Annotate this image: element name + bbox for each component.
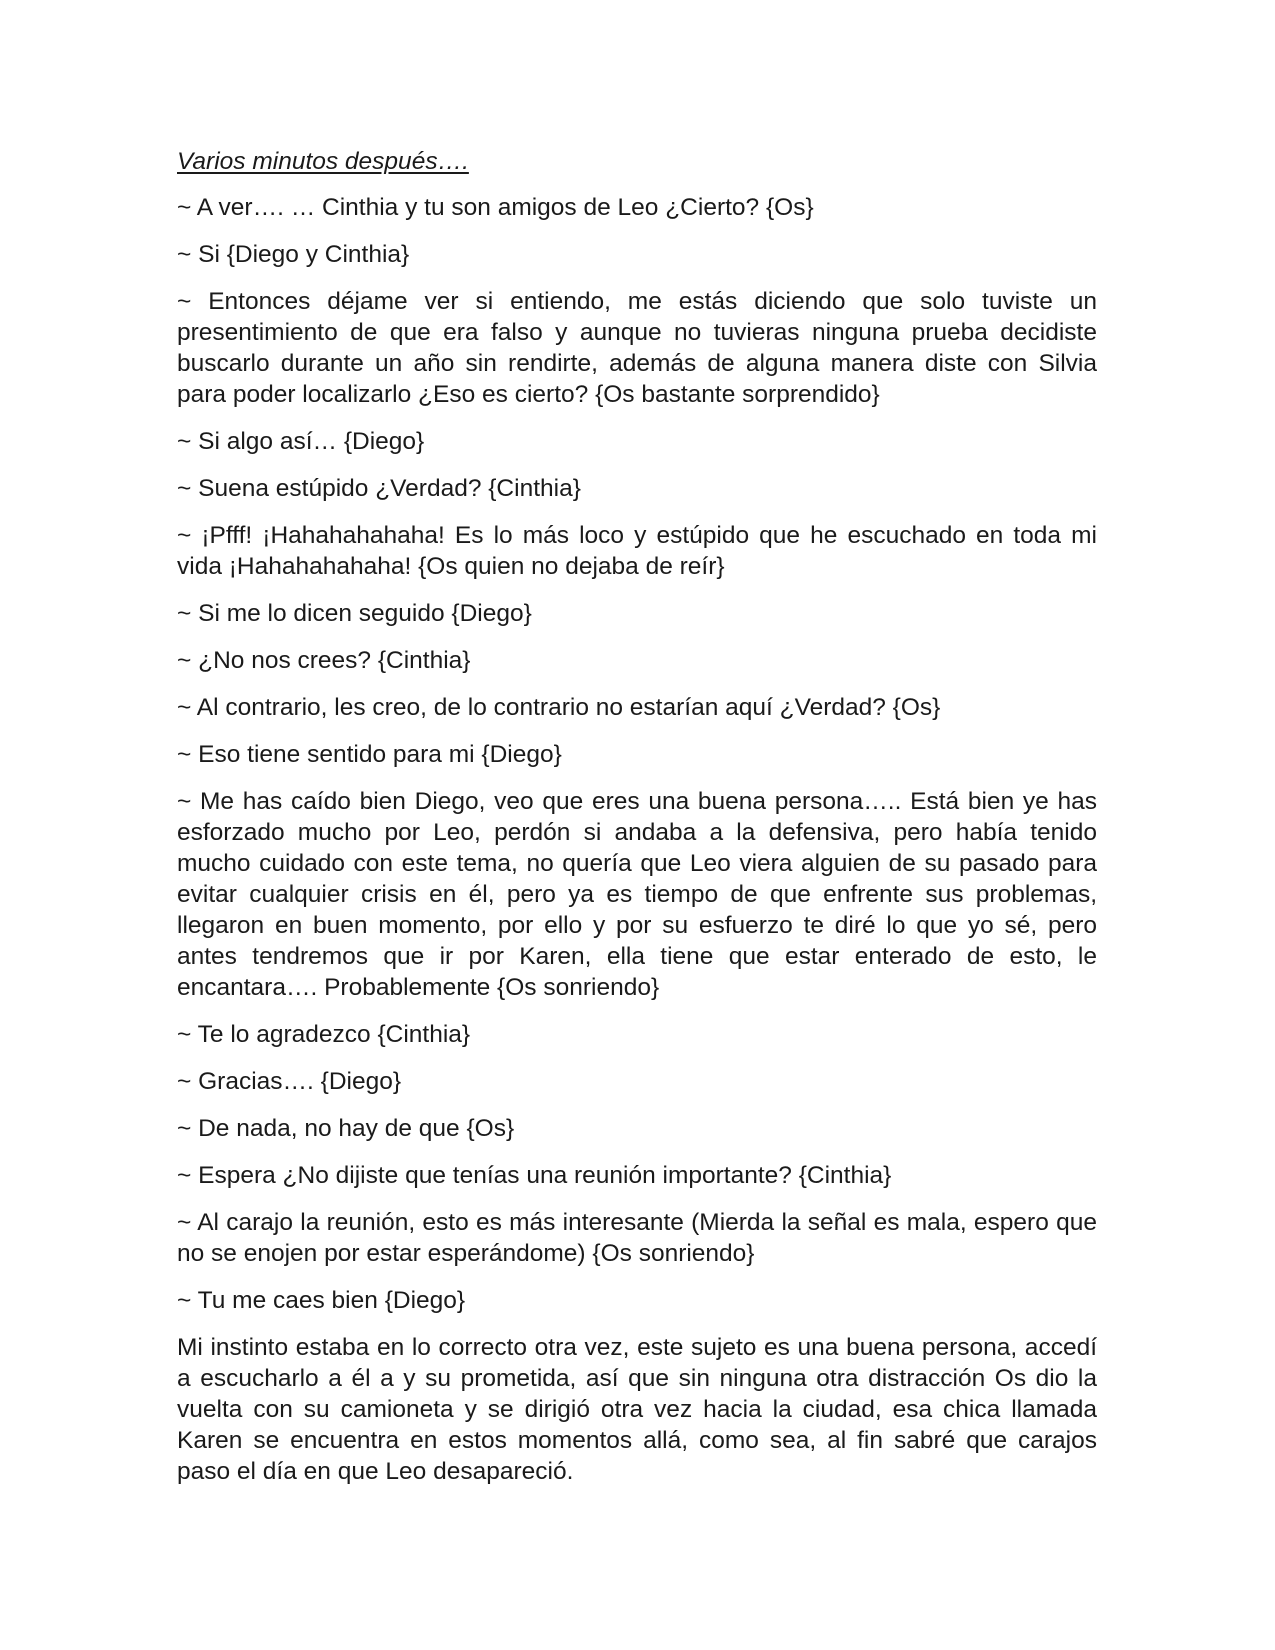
dialogue-line: ~ A ver…. … Cinthia y tu son amigos de Leo ¿Cierto? {Os} (177, 194, 814, 221)
dialogue-line: ~ Al contrario, les creo, de lo contrario no estarían aquí ¿Verdad? {Os} (177, 694, 941, 721)
document-page (177, 146, 1097, 1503)
section-heading: Varios minutos después…. (177, 148, 469, 175)
dialogue-line: ~ Tu me caes bien {Diego} (177, 1287, 466, 1314)
dialogue-line: ~ Espera ¿No dijiste que tenías una reunión importante? {Cinthia} (177, 1162, 892, 1189)
dialogue-line: ~ Eso tiene sentido para mi {Diego} (177, 741, 562, 768)
dialogue-line: ~ Si algo así… {Diego} (177, 428, 425, 455)
dialogue-line: ~ Si me lo dicen seguido {Diego} (177, 600, 532, 627)
dialogue-line: ~ Al carajo la reunión, esto es más interesante (Mierda la señal es mala, espero que no se enojen por estar esperándome) {Os sonriendo} (177, 1209, 1097, 1267)
dialogue-line: ~ ¿No nos crees? {Cinthia} (177, 647, 471, 674)
dialogue-line: ~ Gracias…. {Diego} (177, 1068, 402, 1095)
narrative-paragraph: Mi instinto estaba en lo correcto otra vez, este sujeto es una buena persona, accedí a escucharlo a él a y su prometida, así que sin ninguna otra distracción Os dio la vuelta con su camioneta y se dirigió otra vez hacia la ciudad, esa chica llamada Karen se encuentra en estos momentos allá, como sea, al fin sabré que carajos paso el día en que Leo desapareció. (177, 1334, 1097, 1485)
dialogue-line: ~ De nada, no hay de que {Os} (177, 1115, 515, 1142)
dialogue-line: ~ ¡Pfff! ¡Hahahahahaha! Es lo más loco y estúpido que he escuchado en toda mi vida ¡Hahahahahaha! {Os quien no dejaba de reír} (177, 522, 1097, 580)
dialogue-line: ~ Suena estúpido ¿Verdad? {Cinthia} (177, 475, 581, 502)
dialogue-line: ~ Entonces déjame ver si entiendo, me estás diciendo que solo tuviste un presentimiento de que era falso y aunque no tuvieras ninguna prueba decidiste buscarlo durante un año sin rendirte, además de alguna manera diste con Silvia para poder localizarlo ¿Eso es cierto? {Os bastante sorprendido} (177, 288, 1097, 408)
dialogue-line: ~ Si {Diego y Cinthia} (177, 241, 410, 268)
dialogue-line: ~ Te lo agradezco {Cinthia} (177, 1021, 471, 1048)
dialogue-line: ~ Me has caído bien Diego, veo que eres una buena persona….. Está bien ye has esforzado mucho por Leo, perdón si andaba a la defensiva, pero había tenido mucho cuidado con este tema, no quería que Leo viera alguien de su pasado para evitar cualquier crisis en él, pero ya es tiempo de que enfrente sus problemas, llegaron en buen momento, por ello y por su esfuerzo te diré lo que yo sé, pero antes tendremos que ir por Karen, ella tiene que estar enterado de esto, le encantara…. Probablemente {Os sonriendo} (177, 788, 1097, 1001)
